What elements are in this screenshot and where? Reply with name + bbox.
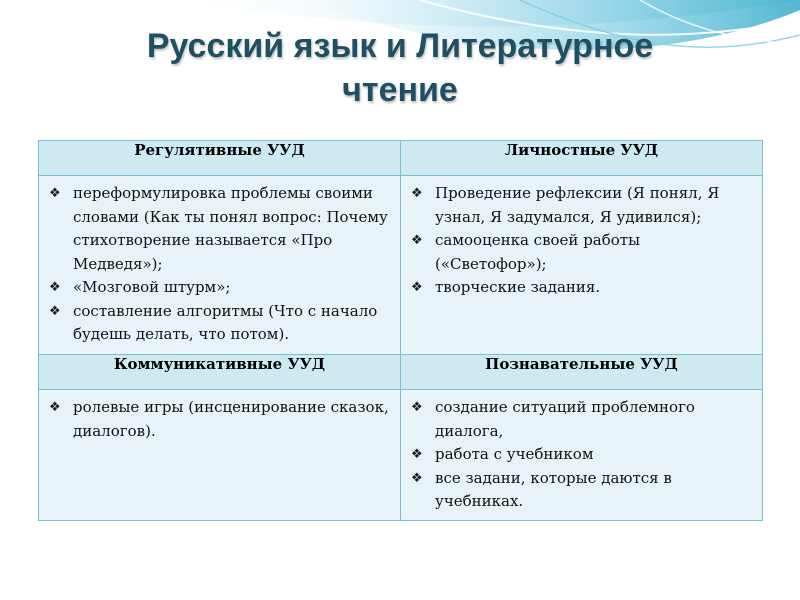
regulative-list (39, 176, 400, 353)
list-item: ❖ ролевые игры (инсценирование сказок, диалогов). (49, 398, 389, 440)
ud-table (38, 140, 763, 521)
diamond-bullet-icon: ❖ (411, 233, 423, 248)
header-communicative: Коммуникативные УУД (39, 355, 401, 390)
slide-title (0, 24, 800, 112)
list-item: ❖ «Мозговой штурм»; (45, 276, 392, 300)
diamond-bullet-icon: ❖ (49, 303, 61, 319)
list-item: ❖ самооценка своей работы («Светофор»); (411, 231, 641, 273)
list-item: ❖ Проведение рефлексии (Я понял, Я узнал, Я задумался, Я удивился); (411, 184, 720, 226)
diamond-bullet-icon: ❖ (49, 400, 61, 415)
cell-regulative (39, 176, 401, 355)
list-item: ❖ все задани, которые даются в учебниках. (411, 468, 672, 510)
header-regulative: Регулятивные УУД (39, 141, 401, 176)
header-personal: Личностные УУД (401, 141, 763, 176)
cognitive-list (401, 390, 762, 520)
personal-list (401, 176, 762, 306)
cell-cognitive (401, 390, 763, 521)
diamond-bullet-icon: ❖ (411, 447, 423, 462)
header-cognitive: Познавательные УУД (401, 355, 763, 390)
cell-communicative (39, 390, 401, 521)
list-item: ❖ составление алгоритмы (Что с начало будешь делать, что потом). (49, 301, 378, 343)
list-item: ❖ творческие задания. (407, 276, 754, 300)
list-item: ❖ переформулировка проблемы своими словами (Как ты понял вопрос: Почему стихотворение называется «Про Медведя»); (49, 184, 388, 273)
diamond-bullet-icon: ❖ (49, 280, 61, 295)
diamond-bullet-icon: ❖ (411, 280, 423, 295)
diamond-bullet-icon: ❖ (411, 400, 423, 415)
list-item: ❖ создание ситуаций проблемного диалога, (411, 398, 695, 440)
communicative-list (39, 390, 400, 449)
cell-personal (401, 176, 763, 355)
slide-title-line1: Русский язык и Литературное (146, 27, 654, 65)
diamond-bullet-icon: ❖ (411, 186, 423, 201)
diamond-bullet-icon: ❖ (411, 470, 423, 486)
slide-title-line2: чтение (342, 71, 458, 109)
diamond-bullet-icon: ❖ (49, 186, 61, 201)
list-item: ❖ работа с учебником (407, 443, 754, 467)
